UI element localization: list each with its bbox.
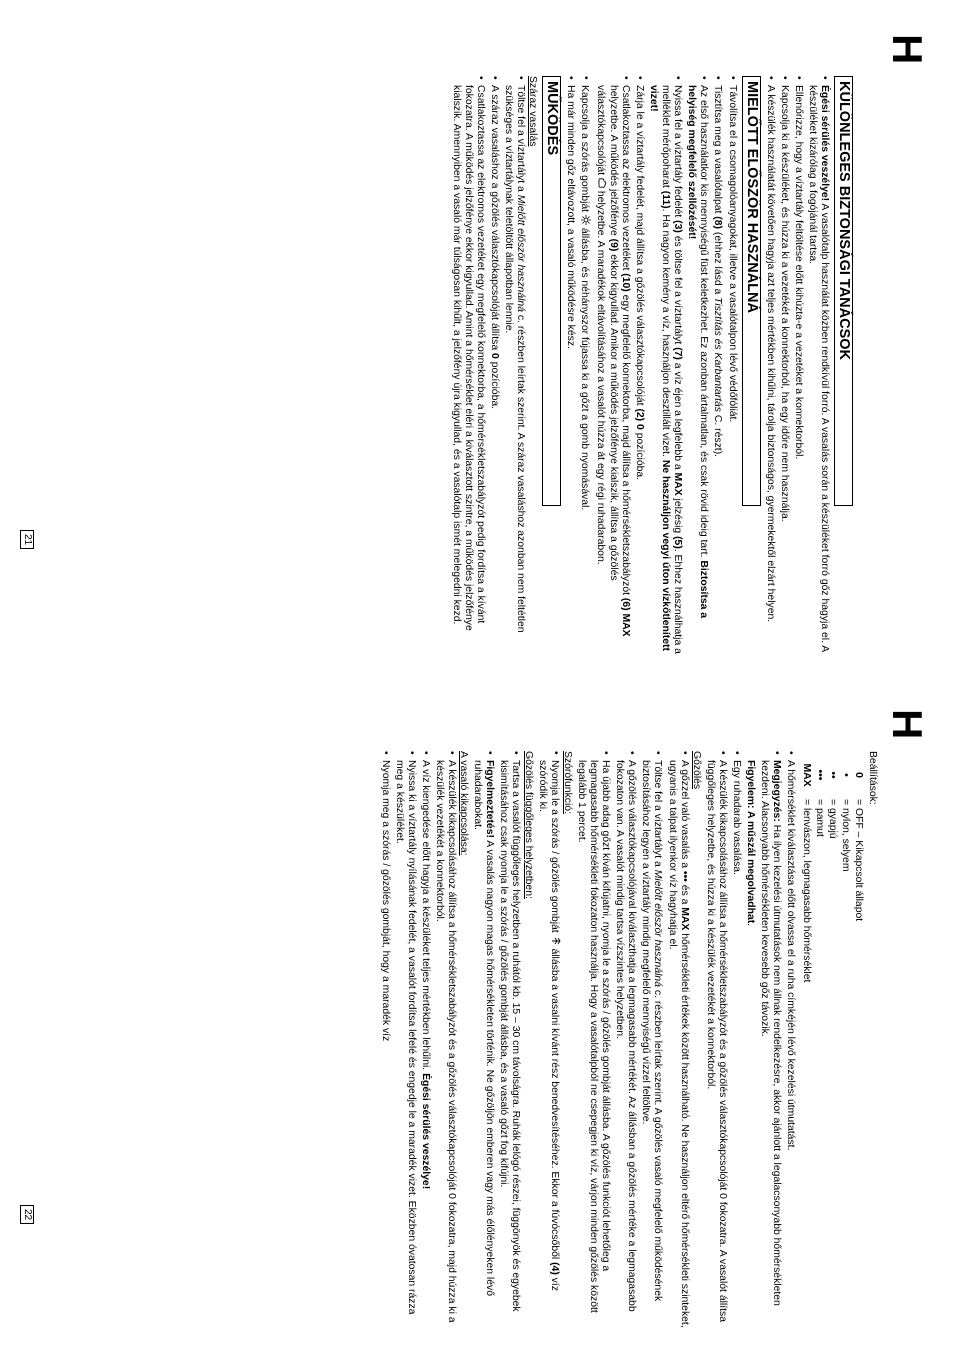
list-item: • Nyomja meg a szórás / gőzölés gombját, hogy a maradék víz xyxy=(378,751,390,1331)
subheading-spray: Szórófunkció: xyxy=(561,751,573,814)
page-number: 21 xyxy=(20,530,34,549)
steam-burst-icon xyxy=(582,215,592,225)
list-item: • Az első használatkor kis mennyiségű füst keletkezhet. Ez azonban ártalmatlan, és csak rövid ideig tart. Biztosítsa a helyiség megfelelő szellőzését! xyxy=(685,76,709,656)
page-22-column xyxy=(378,751,878,1331)
list-item: • A készülék használatát követően hagyja azt teljes mértékben kihűlni, tárolja biztonságos, gyermekektől elzárt helyen. xyxy=(764,76,776,656)
list-item: • Égési sérülés veszélye! A vasalótalp használat közben rendkívül forró. A vasalás során a készüléket forró gőz hagyja el. A készüléket kizárólag a fogójánál tartsa. xyxy=(806,76,830,656)
settings-row: 0 = OFF – Kikapcsolt állapot xyxy=(852,772,864,922)
settings-row: • = nylon, selyem xyxy=(839,773,851,872)
language-letter: H xyxy=(884,34,931,65)
list-item: • Kapcsolja ki a készüléket, és húzza ki a vezetékét a konnektorból, ha egy időre nem használja. xyxy=(778,76,790,656)
list-item: • Töltse fel a víztartályt a Mielőtt először használná c. részben leírtak szerint. A gőzölés vasaló megfelelő működésének biztosításához legyen a víztartály mindig megfelelő mennyiségű vízzel feltöltve. xyxy=(639,751,663,1331)
list-item: • Tisztítsa meg a vasalótalpat (8) (ehhez lásd a Tisztítás és Karbantartás C. részt). xyxy=(711,76,723,656)
page-21-column xyxy=(450,76,853,656)
temperature-list xyxy=(758,751,796,1331)
list-item: • Nyomja le a szórás / gőzölés gombját állásba a vasalni kívánt rész benedvesítéséhez. Ekkor a fúvócsőből (4) víz szóródik ki. xyxy=(536,751,561,1331)
spray-icon xyxy=(551,936,561,946)
safety-list xyxy=(764,76,830,656)
list-item: • A gőzölés választókapcsolójával kiválaszthatja a legmagasabb mértékét. Az állásban a gőzölés mértéke a legmagasabb fokozaton van. A vasalót mindig tartsa vízszintes helyzetben. xyxy=(613,751,637,1331)
subheading-dry-ironing: Száraz vasalás xyxy=(527,76,539,147)
list-item: • Távolítsa el a csomagolóanyagokat, illetve a vasalótalpon lévő védőfóliát. xyxy=(725,76,737,656)
steam-list xyxy=(575,751,690,1331)
list-item: • Kapcsolja a szórás gombját állásba, és néhányszor fújassa ki a gőzt a gomb nyomásával. xyxy=(578,76,591,656)
warning-line: Figyelem: A műszál megolvadhat. xyxy=(745,760,757,927)
list-item: • Nyissa ki a víztartály nyílásának fedelét, a vasalót fordítsa lefelé és engedje le a maradék vizet. Eközben óvatosan rázza meg a készüléket. xyxy=(393,751,417,1331)
page-21-content xyxy=(448,76,856,656)
settings-row: •• = gyapjú xyxy=(826,771,838,839)
spray-list xyxy=(536,751,561,1331)
list-item: • Ha újabb adag gőzt kíván kifújatni, nyomja le a szórás / gőzölés gombját állásba. A gőzölés funkciót lehetőleg a legmagasabb hőmérsékleti fokozaton használja. Hogy a vasalótalpból ne csepegjen ki víz, várjon minden gőzölés között legalább 1 percet. xyxy=(575,751,611,1331)
language-letter: H xyxy=(884,709,931,740)
list-item: • Töltse fel a víztartályt a Mielőtt először használná c. részben leírtak szerint. A száraz vasaláshoz azonban nem feltétlen szükséges a víztartálynak teletöltött állapotban lennie. xyxy=(502,76,526,656)
list-item: • A készülék kikapcsolásához állítsa a hőmérsékletszabályzót és a gőzölés választókapcsolóját 0 fokozatra, majd húzza ki a készülék vezetékét a konnektorból. xyxy=(433,751,457,1331)
list-item: • Megjegyzés: Ha ilyen kezelési útmutatások nem állnak rendelkezésre, akkor ajánlott a legalacsonyabb hőmérsékleten kezdeni. Alacsonyabb hőmérsékleten kevesebb gőz távozik. xyxy=(758,751,782,1331)
page-22-content xyxy=(376,751,878,1331)
list-item: • Tartsa a vasalót függőleges helyzetben a ruhától kb. 15 – 30 cm távolságra. Ruhák lelógó részei, függönyök és egyebek kisimításához csak nyomja le a szórás / gőzölés gombját állásba, és a vasaló gőzt fog kifújni. xyxy=(497,751,521,1331)
page-number: 22 xyxy=(20,1205,34,1224)
list-item: • Ellenőrizze, hogy a víztartály feltöltése előtt kihúzta-e a vezetéket a konnektorból. xyxy=(792,76,804,656)
list-item: • A készülék kikapcsolásához állítsa a hőmérsékletszabályzót és a gőzölés választókapcsolóját 0 fokozatra. A vasalót állítsa függőleges helyzetbe, és húzza ki a készülék vezetékét a konnektorból. xyxy=(704,751,728,1331)
settings-label: Beállítások: xyxy=(867,751,878,805)
list-item: • A száraz vasaláshoz a gőzölés választókapcsolóját állítsa 0 pozícióba. xyxy=(488,76,500,656)
subheading-steam: Gőzölés xyxy=(690,751,702,790)
section-heading-safety: KÜLÖNLEGES BIZTONSÁGI TANÁCSOK xyxy=(834,76,853,506)
list-item: • Csatlakoztassa az elektromos vezetéket (10) egy megfelelő konnektorba, majd állítsa a hőmérsékletszabályzót (6) MAX helyzetbe. A működés jelzőfénye (9) ekkor kigyullad. Amikor a működés jelzőfénye kialszik, állítsa a gőzölés választókapcsolóját helyzetbe. A maradékok eltávolításához a vasalót húzza át egy régi ruhadarabon. xyxy=(594,76,631,656)
list-item: • A víz kiengedése előtt hagyja a készüléket teljes mértékben lehűlni. Égési sérülés veszélye! xyxy=(419,751,431,1331)
settings-row: MAX = lenvászon, legmagasabb hőmérséklet xyxy=(800,763,812,983)
page-22 xyxy=(0,675,954,1350)
first-use-list xyxy=(564,76,737,656)
switch-off-list xyxy=(378,751,457,1331)
list-item: • Csatlakoztassa az elektromos vezetéket egy megfelelő konnektorba, a hőmérsékletszabályzót pedig fordítsa a kívánt fokozatra. A működés jelzőfénye ekkor kigyullad. Amint a hőmérséklet eléri a kiválasztott szintre, a működés jelzőfénye kialszik. Amennyiben a vasaló már túlságosan kihűlt, a jelzőfény újra kigyullad, és a vasalótalp ismét melegedni kezd. xyxy=(450,76,486,656)
subheading-vertical-steam: Gőzölés függőleges helyzetben: xyxy=(522,751,534,899)
list-item: • Ha már minden gőz eltávozott, a vasaló működésre kész. xyxy=(564,76,576,656)
page-22-rotated-canvas xyxy=(0,675,954,1350)
settings-table xyxy=(799,751,863,1331)
list-item: • A gőzzel való vasalás a ••• és a MAX hőmérsékleti értékek között használható. Ne használjon eltérő hőmérsékleti szinteket, ugyanis a talpat ilyenkor víz hagyhatja el. xyxy=(666,751,690,1331)
list-item: • Egy ruhadarab vasalása. xyxy=(730,751,742,1331)
steam-cloud-icon xyxy=(597,178,607,188)
list-item: • A hőmérséklet kiválasztása előtt olvassa el a ruha címkéjén lévő kezelési útmutatást. xyxy=(784,751,796,1331)
subheading-switch-off: A vasaló kikapcsolása: xyxy=(458,751,470,856)
settings-row: ••• = pamut xyxy=(813,769,825,837)
cloth-list xyxy=(704,751,742,1331)
vertical-list xyxy=(471,751,521,1331)
dry-ironing-list xyxy=(450,76,527,656)
section-heading-first-use: MIELŐTT ELŐSZÖR HASZNÁLNÁ xyxy=(742,76,761,506)
list-item: • Figyelmeztetés! A vasalás nagyon magas hőmérsékleten történik. Ne gőzöljön emberen vagy más élőlényeken lévő ruhadarabokat. xyxy=(471,751,495,1331)
list-item: • Nyissa fel a víztartály fedelét (3) és töltse fel a víztartályt (7) a víz éjen a legfelebb a MAX jelzésig (5). Ehhez használhatja a melléklet mérőpoharat (11). Ha nagyon kemény a víz, használjon desztillált vizet. Ne használjon vegyi úton vízkőtlenített vizet! xyxy=(647,76,683,656)
list-item: • Zárja le a víztartály fedelét, majd állítsa a gőzölés választókapcsolóját (2) 0 pozícióba. xyxy=(633,76,645,656)
section-heading-operation: MŰKÖDÉS xyxy=(542,76,561,506)
